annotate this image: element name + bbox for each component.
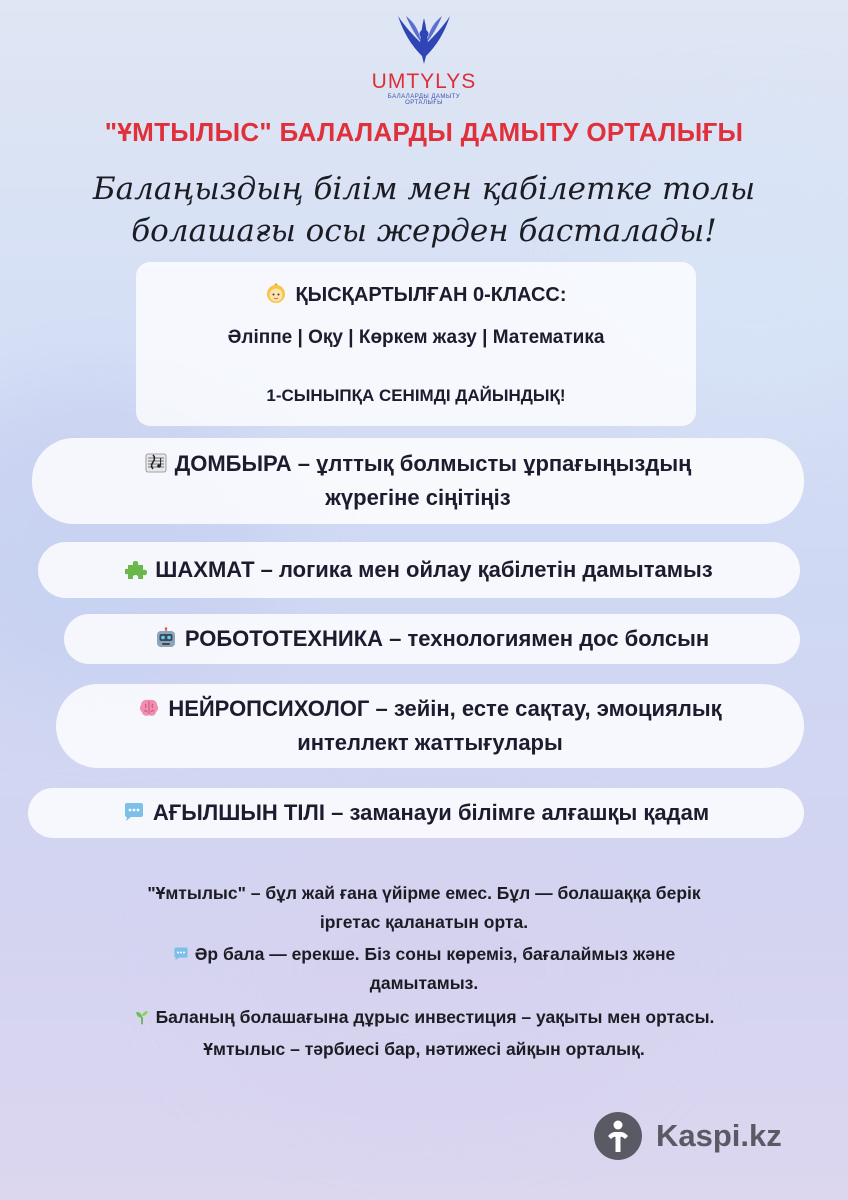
baby-face-icon: [265, 282, 287, 304]
program-neuropsychology: [56, 684, 804, 768]
kaspi-badge[interactable]: [594, 1112, 782, 1160]
program-neuro-line-2: интеллект жаттығулары: [297, 730, 563, 755]
brain-icon: [138, 697, 160, 719]
about-p2-line-1-wrap: [40, 940, 808, 969]
umtylys-emblem-icon: [394, 12, 454, 68]
tagline-line-2: болашағы осы жерден басталады!: [131, 213, 717, 249]
card-heading: [136, 282, 696, 307]
program-dombyra-line-2: жүрегіне сіңітіңіз: [325, 485, 511, 510]
brand-logo: [368, 12, 480, 104]
kaspi-label: Kaspi.kz: [656, 1118, 782, 1153]
program-dombyra: [32, 438, 804, 524]
tagline: [0, 168, 848, 252]
program-robotics: [64, 614, 800, 664]
program-dombyra-line-1: [145, 447, 692, 481]
tagline-line-1: Балаңыздың білім мен қабілетке толы: [92, 171, 756, 207]
about-paragraph-4: Ұмтылыс – тәрбиесі бар, нәтижесі айқын орталық.: [203, 1039, 645, 1059]
logo-wordmark: UMTYLYS: [371, 70, 477, 93]
robot-icon: [155, 627, 177, 649]
program-robotics-text: РОБОТОТЕХНИКА – технологиямен дос болсын: [184, 626, 710, 651]
music-score-icon: [145, 452, 167, 474]
page-title: "ҰМТЫЛЫС" БАЛАЛАРДЫ ДАМЫТУ ОРТАЛЫҒЫ: [104, 117, 744, 147]
kaspi-logo-icon: [594, 1112, 642, 1160]
program-neuro-line-1: [138, 692, 721, 726]
about-p1-line-1: "Ұмтылыс" – бұл жай ғана үйірме емес. Бұл — болашаққа берік: [147, 883, 701, 903]
about-p2-line-1: Әр бала — ерекше. Біз соны көреміз, бағалаймыз және: [194, 944, 676, 964]
card-subjects: Әліппе | Оқу | Көркем жазу | Математика: [227, 327, 605, 348]
card-heading-text: ҚЫСҚАРТЫЛҒАН 0-КЛАСС:: [295, 284, 567, 306]
program-chess-text: ШАХМАТ – логика мен ойлау қабілетін дамытамыз: [155, 557, 713, 582]
program-english: [28, 788, 804, 838]
about-p3-text: Баланың болашағына дұрыс инвестиция – уақыты мен ортасы.: [155, 1007, 715, 1027]
seedling-icon: [134, 1009, 150, 1025]
speech-bubble-icon: [173, 946, 189, 962]
speech-bubble-icon: [123, 801, 145, 823]
about-p1-line-2: іргетас қаланатын орта.: [319, 912, 529, 932]
program-neuro-text-1: НЕЙРОПСИХОЛОГ – зейін, есте сақтау, эмоциялық: [168, 696, 722, 721]
about-paragraph-1: [40, 879, 808, 937]
program-dombyra-text-1: ДОМБЫРА – ұлттық болмысты ұрпағыңыздың: [174, 451, 692, 476]
logo-subtitle: БАЛАЛАРДЫ ДАМЫТУ ОРТАЛЫҒЫ: [387, 94, 461, 106]
about-paragraph-2: [40, 940, 808, 998]
program-english-text: АҒЫЛШЫН ТІЛІ – заманауи білімге алғашқы қадам: [152, 800, 710, 825]
about-p2-line-2: дамытамыз.: [369, 973, 479, 993]
zero-class-card: [136, 262, 696, 426]
card-footer: 1-СЫНЫПҚА СЕНІМДІ ДАЙЫНДЫҚ!: [266, 386, 566, 405]
program-chess: [38, 542, 800, 598]
about-paragraph-3: [40, 1003, 808, 1032]
puzzle-piece-icon: [125, 558, 147, 580]
